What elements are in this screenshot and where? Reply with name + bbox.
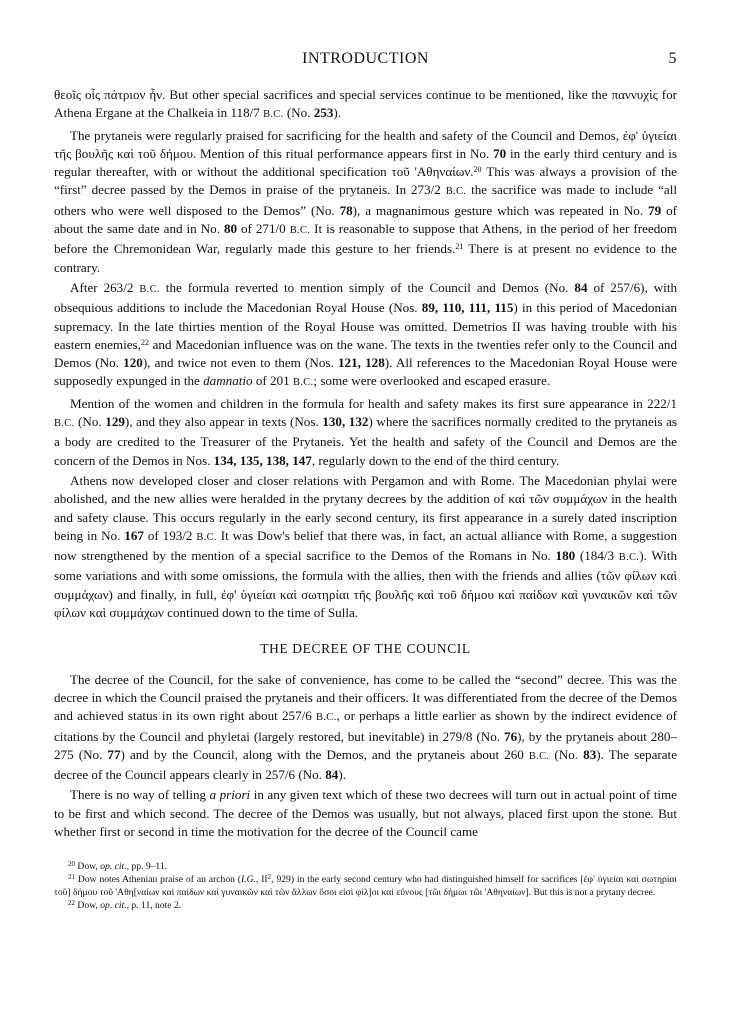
paragraph: Athens now developed closer and closer relations with Pergamon and with Rome. The Macedonian phylai were abolished, and the new allies were heralded in the prytany decrees by the addition of καὶ τῶν συμμάχων in the health and safety clause. This occurs regularly in the early second century, its first appearance in a surely dated inscription being in No. 167 of 193/2 B.C. It was Dow's belief that there was, in fact, an actual alliance with Rome, a suggestion now strengthened by the mention of a special sacrifice to the Demos of the Romans in No. 180 (184/3 B.C.). With some variations and with some omissions, the formula with the allies, then with the friends and allies (τῶν φίλων καὶ συμμάχων) and finally, in full, ἐφ' ὑγιείαι καὶ σωτηρίαι τῆς βουλῆς καὶ τοῦ δήμου καὶ παίδων καὶ γυναικῶν καὶ τῶν φίλων καὶ συμμάχων continued down to the time of Sulla. [54,472,677,621]
bold-text: 121, 128 [338,355,385,371]
section-heading: THE DECREE OF THE COUNCIL [260,641,471,657]
bold-text: 70 [493,145,507,161]
footnotes [54,861,677,912]
bold-text: 89, 110, 111, 115 [421,300,514,316]
superscript: 21 [455,242,464,252]
footnote: $^{20}$ Dow, op. cit., pp. 9–11. [68,860,168,873]
small-caps-text: B.C. [618,552,640,564]
bold-text: 79 [648,202,662,218]
bold-text: 167 [124,527,144,543]
bold-text: 76 [504,728,518,744]
paragraph: After 263/2 B.C. the formula reverted to mention simply of the Council and Demos (No. 84 of 257/6), with obsequious additions to include the Macedonian Royal House (Nos. 89, 110, 111, 115) in this period of Macedonian supremacy. In the late thirties mention of the Royal House was omitted. Demetrios II was having trouble with his eastern enemies,$^{22}$ and Macedonian influence was on the wane. The texts in the twenties refer only to the Council and Demos (No. 120), and twice not even to them (Nos. 121, 128). All references to the Macedonian Royal House were supposedly expunged in the damnatio of 201 B.C.; some were overlooked and escaped erasure. [54,279,678,389]
section-paragraphs [54,671,677,842]
superscript: 20 [473,165,482,175]
small-caps-text: B.C. [528,750,550,762]
paragraph: θεοῖς οἷς πάτριον ἦν. But other special sacrifices and special services continue to be mentioned, like the παννυχὶς for Athena Ergane at the Chalkeia in 118/7 B.C. (No. 253). [54,87,677,121]
superscript: 22 [68,898,75,907]
page-number: 5 [668,50,677,67]
bold-text: 129 [105,414,125,430]
body-text [54,86,677,841]
bold-text: 83 [583,746,597,762]
italic-text: I.G. [241,874,256,886]
bold-text: 80 [223,221,238,237]
running-head-title: INTRODUCTION [302,50,429,67]
small-caps-text: B.C. [289,225,311,237]
bold-text: 78 [339,202,353,218]
small-caps-text: B.C. [316,712,337,724]
bold-text: 84 [574,279,588,295]
bold-text: 134, 135, 138, 147 [213,452,312,468]
small-caps-text: B.C. [292,377,314,389]
bold-text: 180 [555,548,576,564]
italic-text: op. cit. [100,861,127,873]
superscript: 21 [68,873,75,882]
small-caps-text: B.C. [445,186,467,198]
italic-text: a priori [209,787,251,803]
bold-text: 130, 132 [322,414,369,430]
small-caps-text: B.C. [54,418,75,430]
footnote: $^{22}$ Dow, op. cit., p. 11, note 2. [68,898,182,911]
small-caps-text: B.C. [139,283,160,295]
running-head [54,50,677,72]
bold-text: 84 [325,767,339,783]
superscript: 20 [68,860,75,869]
paragraph: There is no way of telling a priori in any given text which of these two decrees will turn out in actual point of time to be first and which second. The decree of the Demos was usually, but not always, placed first upon the stone. But whether first or second in time the motivation for the decree of the Council came [54,787,677,839]
bold-text: 77 [107,746,121,762]
small-caps-text: B.C. [263,109,284,121]
superscript: 22 [140,337,149,347]
paragraph: The prytaneis were regularly praised for sacrificing for the health and safety of the Council and Demos, ἐφ' ὑγιείαι τῆς βουλῆς καὶ τοῦ δήμου. Mention of this ritual performance appears first in No. 70 in the early third century and is regular thereafter, with or without the additional specification τοῦ 'Αθηναίων.$^{20}$ This was always a provision of the “first” decree passed by the Demos in praise of the prytaneis. In 273/2 B.C. the sacrifice was made to include “all others who were well disposed to the Demos” (No. 78), a magnanimous gesture which was repeated in No. 79 of about the same date and in No. 80 of 271/0 B.C. It is reasonable to suppose that Athens, in the period of her freedom before the Chremonidean War, regularly made this gesture to her friends.$^{21}$ There is at present no evidence to the contrary. [54,127,677,275]
superscript: 2 [267,873,272,882]
italic-text: damnatio [203,373,253,389]
bold-text: 120 [123,355,143,371]
paragraph: The decree of the Council, for the sake of convenience, has come to be called the “second” decree. This was the decree in which the Council praised the prytaneis and their officers. It was differentiated from the decree of the Demos and achieved status in its own right about 257/6 B.C., or perhaps a little earlier as shown by the indirect evidence of citations by the Council and phyletai (largely restored, but inevitable) in 279/8 (No. 76), by the prytaneis about 280–275 (No. 77) and by the Council, along with the Demos, and the prytaneis about 260 B.C. (No. 83). The separate decree of the Council appears clearly in 257/6 (No. 84). [54,671,678,783]
intro-paragraphs [54,86,677,622]
italic-text: op. cit. [100,899,127,911]
bold-text: 253 [313,105,334,121]
paragraph: Mention of the women and children in the formula for health and safety makes its first sure appearance in 222/1 B.C. (No. 129), and they also appear in texts (Nos. 130, 132) where the sacrifices normally credited to the prytaneis as a body are credited to the Treasurer of the Prytaneis. Yet the health and safety of the Council and Demos are the concern of the Demos in Nos. 134, 135, 138, 147, regularly down to the end of the third century. [54,395,678,468]
footnote: $^{21}$ Dow notes Athenian praise of an archon (I.G., $II^2$, 929) in the early second century who had distinguished himself for sacrifices [ἐφ' ὑγιείαι καὶ σωτηρίαι τοῦ] δήμου τοῦ 'Αθη[ναίων καὶ παίδων καὶ γυναικῶν καὶ τῶν ἄλλων ὅσοι εἰσὶ φίλ]οι καὶ εὔνους [τῶι δήμωι τῶι 'Αθηναίων]. But this is not a prytany decree. [54,873,678,898]
small-caps-text: B.C. [196,531,217,543]
